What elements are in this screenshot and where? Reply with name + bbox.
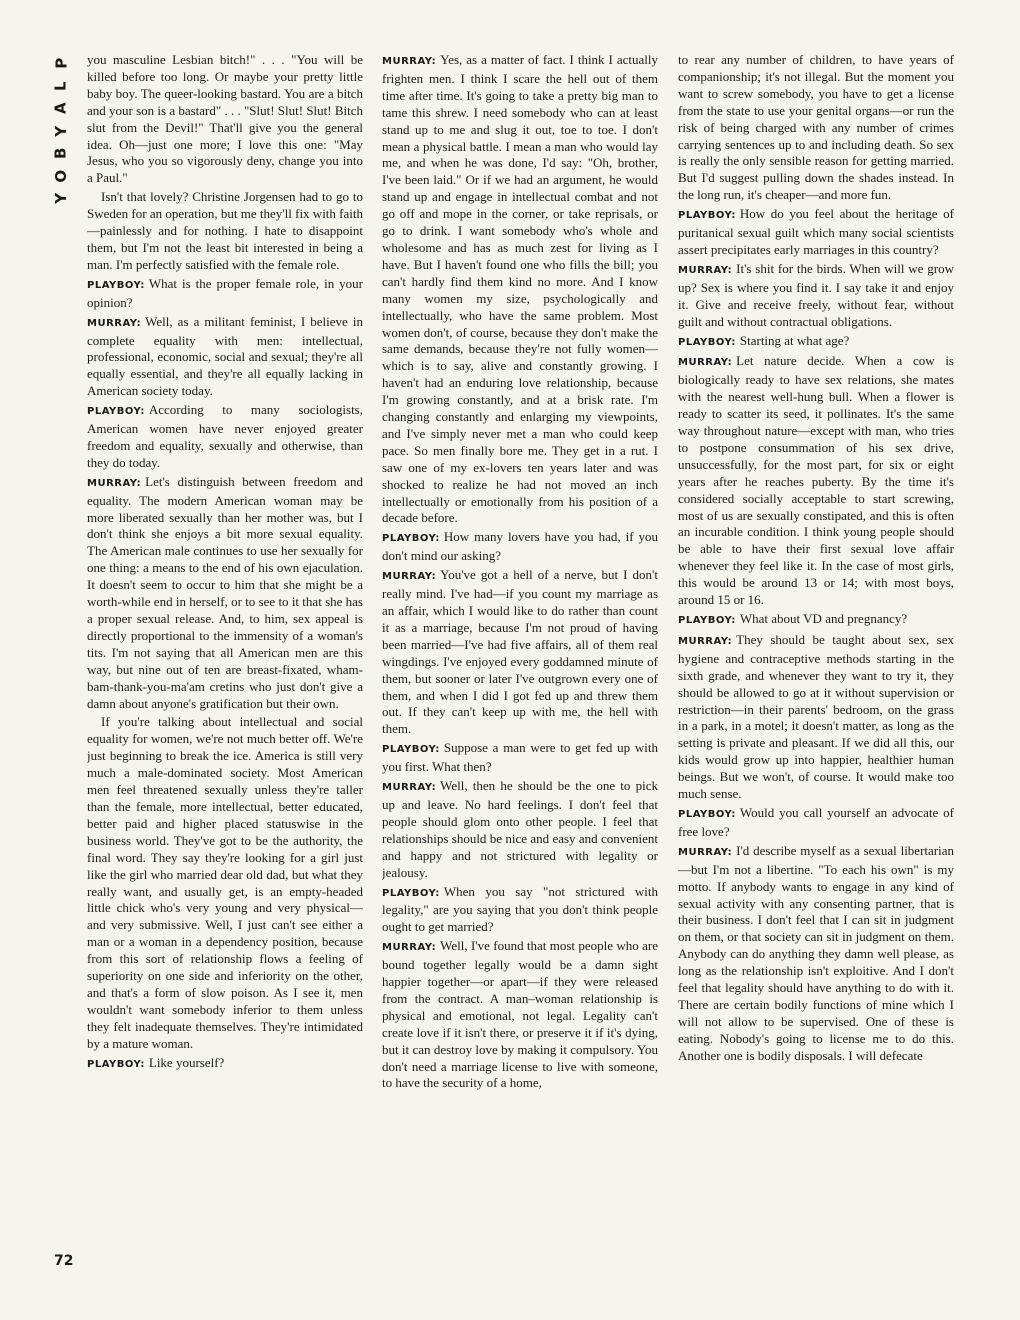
logo-letter: A bbox=[51, 102, 70, 115]
speaker-label: MURRAY: bbox=[382, 56, 437, 67]
paragraph-text: You've got a hell of a nerve, but I don't really mind. I've had—if you count my marriage as an affair, which I would like to do rather than count it as a marriage, because I'm not proud of having been married—I've had five affairs, all of them real wingdings. I've enjoyed every goddamned minute of them, but sooner or later I've outgrown every one of them, and when I did I got fed up and threw them out. If they can't keep up with me, the hell with them. bbox=[382, 567, 658, 737]
interview-paragraph bbox=[382, 529, 658, 565]
page-number: 72 bbox=[54, 1253, 74, 1269]
speaker-label: PLAYBOY: bbox=[382, 887, 440, 899]
paragraph-text: Suppose a man were to get fed up with you first. What then? bbox=[382, 740, 658, 775]
interview-paragraph bbox=[87, 1055, 363, 1074]
paragraph-text: Isn't that lovely? Christine Jorgensen had to go to Sweden for an operation, but me they'll fix with faith—painlessly and for nothing. I hate to disappoint them, but I'm not the least bit interested in being a man. I'm perfectly satisfied with the female role. bbox=[87, 189, 363, 272]
magazine-side-logo bbox=[51, 52, 71, 210]
paragraph-text: How do you feel about the heritage of puritanical sexual guilt which many social scientists assert precipitates early marriages in this country? bbox=[678, 206, 954, 257]
speaker-label: PLAYBOY: bbox=[678, 615, 736, 626]
speaker-label: PLAYBOY: bbox=[382, 744, 440, 756]
interview-paragraph bbox=[678, 843, 954, 1065]
paragraph-text: Let nature decide. When a cow is biologically ready to have sex relations, she mates with the nearest well-hung bull. When a flower is ready to scatter its seed, it pollinates. It's the same way throughout nature—except with man, who tries to postpone consummation of his sex drive, unsuccessfully, for the most part, for six or eight years after he reaches puberty. By the time it's considered socially acceptable to start screwing, most of us are sexually constipated, and this is often an incurable condition. I think young people should be able to have their first sexual love affair whenever they feel like it. In the case of most girls, this would be around 13 or 14; with most boys, around 15 or 16. bbox=[678, 353, 954, 608]
interview-paragraph bbox=[678, 805, 954, 841]
paragraph-text: According to many sociologists, American women have never enjoyed greater freedom and equality, sexually and otherwise, than they do today. bbox=[87, 402, 363, 470]
speaker-label: PLAYBOY: bbox=[678, 210, 736, 222]
interview-paragraph bbox=[87, 276, 363, 312]
text-column-3 bbox=[678, 52, 954, 1272]
interview-paragraph bbox=[382, 567, 658, 738]
logo-letter: L bbox=[51, 80, 70, 91]
interview-paragraph bbox=[678, 611, 954, 630]
interview-paragraph bbox=[382, 884, 658, 937]
paragraph-text: Let's distinguish between freedom and equality. The modern American woman may be more liberated sexually than her mother was, but I don't think she enjoys a bit more sexual equality. The American male continues to use her sexually for one thing: a means to the end of his own ejaculation. It doesn't seem to occur to him that she might be a worth-while end in herself, or to see to it that she has a proper sexual release. And, to him, sex appeal is directly proportional to the immensity of a woman's tits. I'm not saying that all American men are this way, but nine out of ten are breast-fixated, wham-bam-thank-you-ma'am cretins who just don't give a damn about anyone's gratification but their own. bbox=[87, 473, 363, 711]
interview-paragraph bbox=[87, 314, 363, 401]
paragraph-text: Yes, as a matter of fact. I think I actually frighten men. I think I scare the hell out of them time after time. It's going to take a pretty big man to tame this shrew. I need somebody who can at least stand up to me and slug it out, toe to toe. I don't mean a physical battle. I mean a man who would lay me, and when he was done, I'd say: "Oh, brother, I've been laid." Or if we had an argument, he would stand up and engage in intellectual combat and not go off and mope in the corner, or take reprisals, or go to drink. I want somebody who's whole and wholesome and has as much zest for living as I have. But I haven't found one who fills the bill; you can't hardly find them kind no more. And I know many women my size, psychologically and intellectually, who have the same problem. Most women don't, of course, because they don't make the same demands, because they're not fully women—which is to say, alive and constantly growing. I haven't had an enduring love relationship, because I'm growing constantly, and at a brisk rate. I'm changing constantly and enlarging my viewpoints, and I've simply never met a man who could keep pace. So men finally bore me. They get in a rut. I saw one of my ex-lovers ten years later and was shocked to realize he had not moved an inch intellectually or emotionally from his position of a decade before. bbox=[382, 52, 658, 526]
paragraph-text: I'd describe myself as a sexual libertarian—but I'm not a libertine. "To each his own" is my motto. If anybody wants to engage in any kind of sexual activity with any consenting partner, that is their business. I don't feel that I can sit in judgment on them, or that society can sit in judgment on them. Anybody can do anything they damn well please, as long as the relationship isn't exploitive. And I don't feel that legality should have anything to do with it. There are certain bodily functions of mine which I will not allow to be supervised. One of these is eating. Nobody's going to license me to do this. Another one is bodily disposals. I will defecate bbox=[678, 842, 954, 1063]
paragraph-text: Well, then he should be the one to pick up and leave. No hard feelings. I don't feel that people should glom onto other people. I feel that relationships should be nice and easy and convenient and happy and not strictured with legality or jealousy. bbox=[382, 778, 658, 880]
paragraph-text: you masculine Lesbian bitch!" . . . "You will be killed before too long. Or maybe your pretty little baby boy. The queer-looking bastard. You are a bitch and your son is a bastard" . . . "Slut! Slut! Slut! Bitch slut from the Devil!" That'll give you the general idea. Oh—just one more; I love this one: "May Jesus, who you so vigorously deny, change you into a Paul." bbox=[87, 52, 363, 186]
interview-paragraph bbox=[678, 333, 954, 352]
interview-paragraph bbox=[382, 52, 658, 527]
interview-paragraph bbox=[678, 353, 954, 609]
speaker-label: MURRAY: bbox=[382, 942, 437, 954]
logo-letter: Y bbox=[51, 192, 70, 204]
interview-paragraph bbox=[87, 402, 363, 472]
paragraph-text: Like yourself? bbox=[148, 1054, 225, 1070]
interview-paragraph bbox=[382, 740, 658, 776]
paragraph-text: How many lovers have you had, if you don't mind our asking? bbox=[382, 529, 658, 564]
speaker-label: MURRAY: bbox=[382, 571, 437, 583]
speaker-label: PLAYBOY: bbox=[678, 336, 736, 348]
paragraph-text: to rear any number of children, to have years of companionship; it's not illegal. But the moment you want to screw somebody, you have to get a license from the state to use your genital organs—or run the risk of being charged with any number of crimes carrying sentences up to and including death. So sex is really the only sensible reason for getting married. But I'd suggest pulling down the shades instead. In the long run, it's cheaper—and more fun. bbox=[678, 52, 954, 203]
interview-paragraph bbox=[87, 189, 363, 274]
paragraph-text: Well, as a militant feminist, I believe in complete equality with men: intellectual, professional, economic, social and sexual; they're all equally essential, and they're all equally lacking in American society today. bbox=[87, 313, 363, 399]
speaker-label: MURRAY: bbox=[87, 317, 142, 329]
speaker-label: MURRAY: bbox=[678, 264, 733, 276]
speaker-label: MURRAY: bbox=[678, 357, 733, 369]
interview-paragraph bbox=[87, 474, 363, 713]
logo-letter: P bbox=[51, 57, 70, 69]
paragraph-text: If you're talking about intellectual and social equality for women, we're not much better off. We're just beginning to break the ice. America is still very much a male-dominated society. Most American men feel threatened sexually unless they're taller than the female, more intellectual, better educated, better paid and higher placed statuswise in the business world. They've got to be the authority, the final word. They say they're looking for a girl just like the girl who married dear old dad, but what they really want, and usually get, is an empty-headed little chick who's very young and very physical—and very submissive. Well, I just can't see either a man or a woman in a dependency position, because from this sort of relationship flows a feeling of superiority on one side and inferiority on the other, and that's a form of slow poison. As I see it, men wouldn't want somebody inferior to them unless they felt inadequate themselves. They're intimidated by a mature woman. bbox=[87, 714, 363, 1051]
interview-paragraph bbox=[87, 714, 363, 1052]
speaker-label: MURRAY: bbox=[678, 635, 733, 647]
paragraph-text: Well, I've found that most people who are bound together legally would be a damn sight happier together—or apart—if they were released from the contract. A man–woman relationship is physical and emotional, not legal. Legality can't create love if it isn't there, or preserve it if it's dying, but it can destroy love by making it compulsory. You don't need a marriage license to live with someone, to have the security of a home, bbox=[382, 938, 658, 1091]
paragraph-text: What about VD and pregnancy? bbox=[739, 611, 908, 626]
speaker-label: PLAYBOY: bbox=[87, 406, 145, 418]
interview-paragraph bbox=[87, 52, 363, 187]
speaker-label: MURRAY: bbox=[382, 782, 437, 794]
speaker-label: MURRAY: bbox=[87, 477, 142, 489]
speaker-label: PLAYBOY: bbox=[678, 808, 736, 820]
interview-paragraph bbox=[382, 938, 658, 1092]
logo-letter: O bbox=[51, 169, 70, 183]
logo-letter: Y bbox=[51, 125, 70, 137]
paragraph-text: What is the proper female role, in your opinion? bbox=[87, 275, 363, 310]
paragraph-text: Would you call yourself an advocate of free love? bbox=[678, 804, 954, 839]
interview-paragraph bbox=[678, 261, 954, 331]
logo-letter: B bbox=[51, 147, 70, 159]
interview-paragraph bbox=[678, 206, 954, 259]
interview-paragraph bbox=[382, 778, 658, 881]
speaker-label: PLAYBOY: bbox=[382, 533, 440, 545]
paragraph-text: They should be taught about sex, sex hygiene and contraceptive methods starting in the sixth grade, and whenever they want to try it, they should be allowed to go at it without supervision or restriction—in their parents' bedroom, on the grass in a park, in a motel; it doesn't matter, as long as the setting is private and pleasant. If we did all this, our kids would grow up into happier, healthier human beings. But we won't, of course. It would make too much sense. bbox=[678, 631, 954, 802]
text-column-1 bbox=[87, 52, 363, 1272]
speaker-label: PLAYBOY: bbox=[87, 279, 145, 291]
speaker-label: MURRAY: bbox=[678, 846, 733, 858]
interview-paragraph bbox=[678, 52, 954, 204]
paragraph-text: It's shit for the birds. When will we grow up? Sex is where you find it. I say take it and enjoy it. Give and receive freely, without fear, without guilt and without contractual obligations. bbox=[678, 260, 954, 329]
speaker-label: PLAYBOY: bbox=[87, 1058, 145, 1070]
paragraph-text: Starting at what age? bbox=[739, 332, 850, 348]
interview-paragraph bbox=[678, 632, 954, 803]
text-column-2 bbox=[382, 52, 658, 1272]
paragraph-text: When you say "not strictured with legality," are you saying that you don't think people ought to get married? bbox=[382, 883, 658, 935]
